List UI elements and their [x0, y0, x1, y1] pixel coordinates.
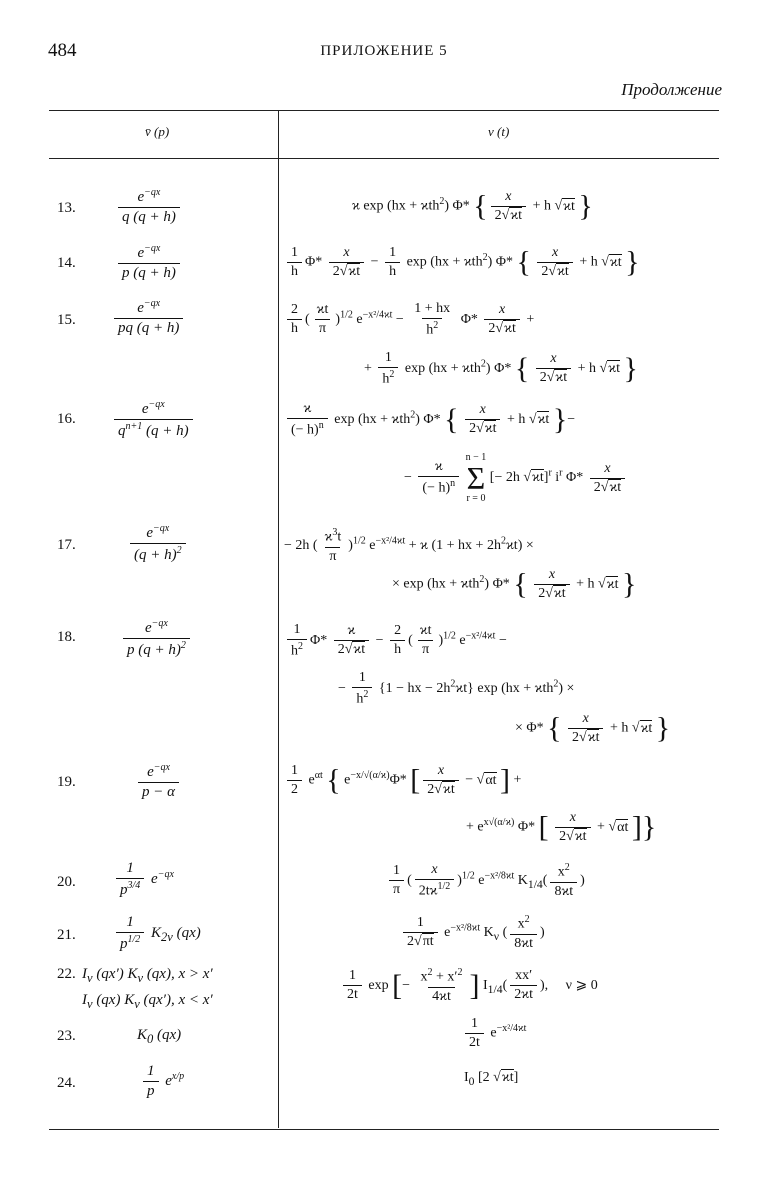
- image-formula-19: $\frac{e^{-qx}}{p - \alpha}$: [135, 762, 182, 801]
- header-divider: [49, 158, 719, 159]
- row-number-24: 24.: [57, 1075, 76, 1091]
- page-number: 484: [48, 40, 77, 61]
- image-formula-15: $\frac{e^{-qx}}{pq (q + h)}$: [111, 298, 186, 337]
- original-formula-22: $\frac{1}{2t}$ exp [− $\frac{x^2 + x'^2}{4ϰt}$ ] $I_{1/4}$( $\frac{xx'}{2ϰt}$ ), ν ⩾ 0: [340, 967, 598, 1005]
- original-formula-16b: − $\frac{ϰ}{(- h)^n}$ n − 1 Σ r = 0 [− 2h √ϰt]$^r$ $i^r$ Φ* $\frac{x}{2√ϰt}$: [404, 452, 628, 504]
- original-formula-23: $\frac{1}{2t}$ $e^{-x^2/4ϰt}$: [462, 1016, 526, 1051]
- original-formula-21: $\frac{1}{2√\pi t}$ $e^{-x^2/8ϰt}$ $K_\nu$ ( $\frac{x^2}{8ϰt}$ ): [400, 914, 545, 952]
- image-formula-17: $\frac{e^{-qx}}{(q + h)^2}$: [127, 523, 189, 564]
- original-formula-17b: × exp (hx + ϰth$^2$) Φ* { $\frac{x}{2√ϰt}$ + h √ϰt }: [392, 567, 637, 601]
- continuation-label: Продолжение: [621, 80, 722, 99]
- image-formula-24: $\frac{1}{p}$ $e^{x/p}$: [140, 1063, 184, 1100]
- row-number-23: 23.: [57, 1028, 76, 1044]
- row-number-16: 16.: [57, 411, 76, 427]
- row-number-19: 19.: [57, 774, 76, 790]
- original-formula-13: ϰ exp (hx + ϰth$^2$) Φ* { $\frac{x}{2√ϰt}$ + h √ϰt }: [352, 189, 593, 223]
- row-number-18: 18.: [57, 629, 76, 645]
- row-number-21: 21.: [57, 927, 76, 943]
- image-formula-20: $\frac{1}{p^{3/4}}$ $e^{-qx}$: [113, 860, 174, 899]
- original-formula-17a: − 2h ( $\frac{ϰ^3t}{\pi}$ )$^{1/2}$ $e^{-x^2/4ϰt} + ϰ$ (1 + hx + $2h^2ϰt$) ×: [284, 527, 534, 564]
- row-number-14: 14.: [57, 255, 76, 271]
- original-formula-18a: $\frac{1}{h^2}$ Φ* $\frac{ϰ}{2√ϰt}$ − $\frac{2}{h}$ ( $\frac{ϰt}{\pi}$ )$^{1/2}$ $e^{-x^2/4ϰt}$ −: [284, 622, 507, 660]
- original-formula-20: $\frac{1}{\pi}$ ( $\frac{x}{2tϰ^{1/2}}$ )$^{1/2}$ $e^{-x^2/8ϰt}$ $K_{1/4}$( $\frac{x^2}{8ϰt}$ ): [386, 862, 585, 900]
- image-formula-14: $\frac{e^{-qx}}{p (q + h)}$: [115, 243, 183, 282]
- image-formula-16: $\frac{e^{-qx}}{q^{n+1} (q + h)}$: [111, 399, 196, 440]
- row-number-20: 20.: [57, 874, 76, 890]
- column-header-right: v (t): [488, 124, 510, 139]
- row-number-17: 17.: [57, 537, 76, 553]
- original-formula-18b: − $\frac{1}{h^2}$ {1 − hx − $2h^2ϰt$} exp (hx + ϰth$^2$) ×: [338, 670, 575, 707]
- original-formula-14: $\frac{1}{h}$ Φ* $\frac{x}{2√ϰt}$ − $\frac{1}{h}$ exp (hx + ϰth$^2$) Φ* { $\frac{x}{2√ϰt}$ + h √ϰt }: [284, 245, 640, 280]
- column-divider: [278, 111, 279, 1128]
- original-formula-19a: $\frac{1}{2}$ $e^{\alpha t}$ { $e^{-x/√(\alpha/ϰ)}\Phi*$ [ $\frac{x}{2√ϰt}$ − √αt ] +: [284, 763, 521, 798]
- original-formula-18c: × Φ* { $\frac{x}{2√ϰt}$ + h √ϰt }: [515, 711, 671, 745]
- original-formula-19b: + $e^{x√(\alpha/ϰ)}$ Φ* [ $\frac{x}{2√ϰt}$ + √αt ]}: [466, 810, 657, 844]
- running-title: ПРИЛОЖЕНИЕ 5: [320, 43, 448, 59]
- row-number-15: 15.: [57, 312, 76, 328]
- original-formula-15a: $\frac{2}{h}$ ( $\frac{ϰt}{\pi}$ )$^{1/2}$ $e^{-x^2/4ϰt}$ − $\frac{1 + hx}{h^2}$ Φ* $\frac{x}{2√ϰt}$ +: [284, 301, 534, 339]
- original-formula-15b: + $\frac{1}{h^2}$ exp (hx + ϰth$^2$) Φ* { $\frac{x}{2√ϰt}$ + h √ϰt }: [364, 350, 638, 387]
- image-formula-13: $\frac{e^{-qx}}{q (q + h)}$: [115, 187, 183, 226]
- row-number-22: 22.: [57, 966, 76, 982]
- image-formula-21: $\frac{1}{p^{1/2}}$ $K_{2\nu}$ (qx): [113, 914, 201, 953]
- column-header-left: v̄ (p): [145, 124, 170, 139]
- original-formula-24: $I_0$ [2 √ϰt]: [464, 1070, 519, 1088]
- original-formula-16a: $\frac{ϰ}{(- h)^n}$ exp (hx + ϰth$^2$) Φ* { $\frac{x}{2√ϰt}$ + h √ϰt }−: [284, 401, 575, 439]
- image-formula-18: $\frac{e^{-qx}}{p (q + h)^2}$: [120, 618, 193, 659]
- image-formula-23: $K_0$ (qx): [137, 1027, 182, 1046]
- row-number-13: 13.: [57, 200, 76, 216]
- image-formula-22: $I_\nu$ (qx′) $K_\nu$ (qx), x > x′ $I_\nu$ (qx) $K_\nu$ (qx′), x < x′: [82, 966, 213, 1011]
